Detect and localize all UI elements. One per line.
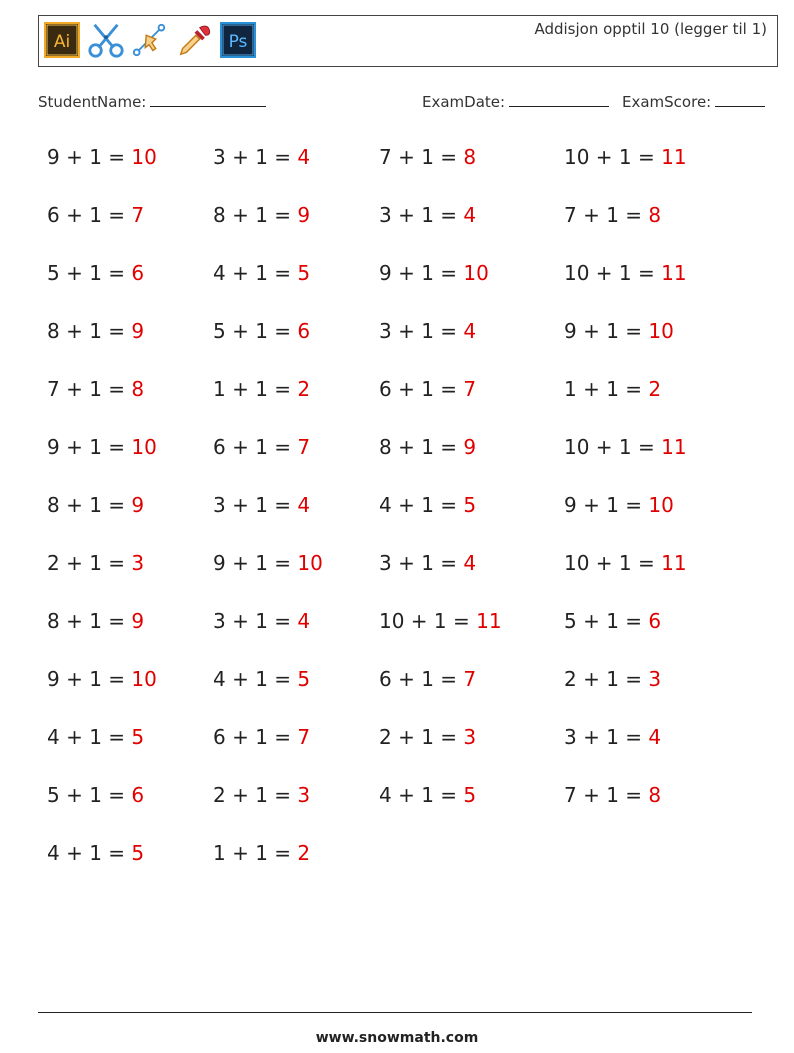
problem-question: 5 + 1 = (47, 261, 132, 285)
problem-answer: 9 (131, 493, 145, 517)
problem-item (47, 203, 144, 227)
problem-answer: 9 (131, 319, 145, 343)
problem-question: 7 + 1 = (379, 145, 464, 169)
problem-answer: 11 (661, 551, 687, 575)
problem-question: 9 + 1 = (47, 435, 132, 459)
problem-question: 3 + 1 = (379, 319, 464, 343)
problem-answer: 5 (463, 493, 477, 517)
illustrator-icon (43, 21, 81, 59)
problem-answer: 10 (297, 551, 323, 575)
problem-answer: 6 (131, 261, 145, 285)
problem-question: 2 + 1 = (47, 551, 132, 575)
eyedropper-icon (175, 21, 213, 59)
problem-item (213, 145, 310, 169)
problem-question: 7 + 1 = (564, 783, 649, 807)
problem-item (564, 783, 661, 807)
student-name-field (38, 92, 266, 111)
photoshop-icon (219, 21, 257, 59)
worksheet-title: Addisjon opptil 10 (legger til 1) (534, 20, 767, 38)
exam-date-field (422, 92, 609, 111)
problem-item (213, 725, 310, 749)
scissors-icon (87, 21, 125, 59)
problem-item (213, 783, 310, 807)
problem-question: 7 + 1 = (564, 203, 649, 227)
problem-question: 4 + 1 = (379, 783, 464, 807)
worksheet-header (38, 15, 778, 67)
problem-item (47, 435, 157, 459)
problem-answer: 10 (131, 145, 157, 169)
problem-answer: 8 (648, 203, 662, 227)
problem-answer: 10 (131, 667, 157, 691)
problem-question: 4 + 1 = (379, 493, 464, 517)
problem-question: 3 + 1 = (564, 725, 649, 749)
problem-answer: 4 (297, 493, 311, 517)
problem-answer: 5 (297, 261, 311, 285)
problem-answer: 4 (463, 203, 477, 227)
problem-answer: 10 (648, 493, 674, 517)
problem-item (564, 667, 661, 691)
problem-question: 9 + 1 = (47, 145, 132, 169)
problem-answer: 3 (463, 725, 477, 749)
problem-item (47, 261, 144, 285)
problem-answer: 4 (297, 145, 311, 169)
problem-item (213, 551, 323, 575)
problem-item (47, 725, 144, 749)
problem-question: 10 + 1 = (564, 551, 662, 575)
problem-answer: 3 (131, 551, 145, 575)
problem-question: 1 + 1 = (213, 841, 298, 865)
problem-item (213, 377, 310, 401)
problem-item (47, 319, 144, 343)
exam-score-blank[interactable] (715, 92, 765, 107)
problem-question: 4 + 1 = (213, 667, 298, 691)
pen-tool-icon (131, 21, 169, 59)
problem-question: 6 + 1 = (213, 435, 298, 459)
problem-item (213, 435, 310, 459)
problem-question: 8 + 1 = (213, 203, 298, 227)
tool-icons (43, 21, 257, 59)
problem-answer: 7 (131, 203, 145, 227)
problem-question: 2 + 1 = (213, 783, 298, 807)
problem-answer: 10 (463, 261, 489, 285)
problem-answer: 11 (661, 435, 687, 459)
problem-item (379, 377, 476, 401)
problem-question: 8 + 1 = (47, 493, 132, 517)
problem-question: 3 + 1 = (213, 145, 298, 169)
problem-item (47, 609, 144, 633)
problem-item (213, 841, 310, 865)
ai-text: Ai (53, 32, 71, 52)
problem-answer: 10 (131, 435, 157, 459)
problem-item (379, 783, 476, 807)
problem-item (213, 319, 310, 343)
problem-question: 6 + 1 = (213, 725, 298, 749)
problem-item (47, 667, 157, 691)
problem-answer: 2 (297, 377, 311, 401)
problem-answer: 4 (463, 551, 477, 575)
problem-item (379, 667, 476, 691)
student-name-label: StudentName: (38, 93, 147, 111)
problem-answer: 5 (463, 783, 477, 807)
problem-question: 8 + 1 = (47, 609, 132, 633)
problem-answer: 6 (648, 609, 662, 633)
problem-question: 2 + 1 = (379, 725, 464, 749)
problem-item (47, 551, 144, 575)
problem-question: 10 + 1 = (564, 435, 662, 459)
problem-item (564, 319, 674, 343)
problem-item (47, 841, 144, 865)
exam-date-label: ExamDate: (422, 93, 506, 111)
exam-score-field (622, 92, 765, 111)
problem-answer: 3 (297, 783, 311, 807)
problem-item (564, 551, 687, 575)
problem-item (564, 435, 687, 459)
problem-question: 1 + 1 = (213, 377, 298, 401)
problem-question: 6 + 1 = (379, 377, 464, 401)
problem-item (47, 783, 144, 807)
footer-divider (38, 1012, 752, 1013)
student-name-blank[interactable] (150, 92, 266, 107)
problem-question: 6 + 1 = (379, 667, 464, 691)
problem-answer: 5 (131, 725, 145, 749)
problem-item (213, 493, 310, 517)
problem-answer: 7 (297, 725, 311, 749)
problem-answer: 6 (131, 783, 145, 807)
problem-answer: 4 (297, 609, 311, 633)
problem-item (213, 667, 310, 691)
exam-score-label: ExamScore: (622, 93, 712, 111)
problem-item (379, 203, 476, 227)
problem-question: 9 + 1 = (379, 261, 464, 285)
problem-item (379, 435, 476, 459)
problem-answer: 11 (476, 609, 502, 633)
problem-question: 10 + 1 = (379, 609, 477, 633)
problem-item (379, 145, 476, 169)
problem-question: 9 + 1 = (564, 493, 649, 517)
problem-item (213, 261, 310, 285)
problem-answer: 11 (661, 261, 687, 285)
problem-item (564, 203, 661, 227)
problem-question: 7 + 1 = (47, 377, 132, 401)
problem-question: 10 + 1 = (564, 145, 662, 169)
problem-item (564, 145, 687, 169)
problem-item (564, 725, 661, 749)
problem-question: 9 + 1 = (47, 667, 132, 691)
problem-item (379, 261, 489, 285)
problem-item (47, 377, 144, 401)
problem-item (379, 609, 502, 633)
problem-question: 1 + 1 = (564, 377, 649, 401)
problem-question: 5 + 1 = (47, 783, 132, 807)
exam-date-blank[interactable] (509, 92, 609, 107)
ps-text: Ps (228, 32, 248, 52)
problem-answer: 8 (131, 377, 145, 401)
problem-item (379, 493, 476, 517)
problem-item (47, 145, 157, 169)
problem-item (213, 203, 310, 227)
problem-answer: 5 (297, 667, 311, 691)
problem-answer: 9 (463, 435, 477, 459)
problem-item (564, 493, 674, 517)
problem-item (213, 609, 310, 633)
problem-answer: 9 (131, 609, 145, 633)
problem-question: 3 + 1 = (213, 609, 298, 633)
problem-item (564, 609, 661, 633)
footer-url: www.snowmath.com (315, 1030, 479, 1046)
problem-answer: 2 (297, 841, 311, 865)
problem-item (379, 551, 476, 575)
problem-answer: 10 (648, 319, 674, 343)
problem-answer: 11 (661, 145, 687, 169)
problem-question: 5 + 1 = (564, 609, 649, 633)
problem-question: 5 + 1 = (213, 319, 298, 343)
problem-answer: 7 (297, 435, 311, 459)
problem-question: 8 + 1 = (379, 435, 464, 459)
problem-answer: 7 (463, 667, 477, 691)
problem-answer: 8 (463, 145, 477, 169)
problem-item (564, 377, 661, 401)
problem-question: 6 + 1 = (47, 203, 132, 227)
problem-question: 2 + 1 = (564, 667, 649, 691)
problem-question: 8 + 1 = (47, 319, 132, 343)
problem-answer: 4 (648, 725, 662, 749)
problem-item (379, 725, 476, 749)
problem-answer: 4 (463, 319, 477, 343)
problem-answer: 9 (297, 203, 311, 227)
problem-question: 4 + 1 = (47, 841, 132, 865)
problem-answer: 6 (297, 319, 311, 343)
problem-answer: 8 (648, 783, 662, 807)
problem-item (564, 261, 687, 285)
problem-question: 9 + 1 = (564, 319, 649, 343)
problem-answer: 5 (131, 841, 145, 865)
problem-item (47, 493, 144, 517)
problem-answer: 3 (648, 667, 662, 691)
problem-answer: 7 (463, 377, 477, 401)
problem-question: 9 + 1 = (213, 551, 298, 575)
problem-question: 3 + 1 = (379, 203, 464, 227)
problem-question: 3 + 1 = (213, 493, 298, 517)
problem-question: 10 + 1 = (564, 261, 662, 285)
problem-item (379, 319, 476, 343)
problem-question: 3 + 1 = (379, 551, 464, 575)
problem-answer: 2 (648, 377, 662, 401)
problem-question: 4 + 1 = (213, 261, 298, 285)
problem-question: 4 + 1 = (47, 725, 132, 749)
